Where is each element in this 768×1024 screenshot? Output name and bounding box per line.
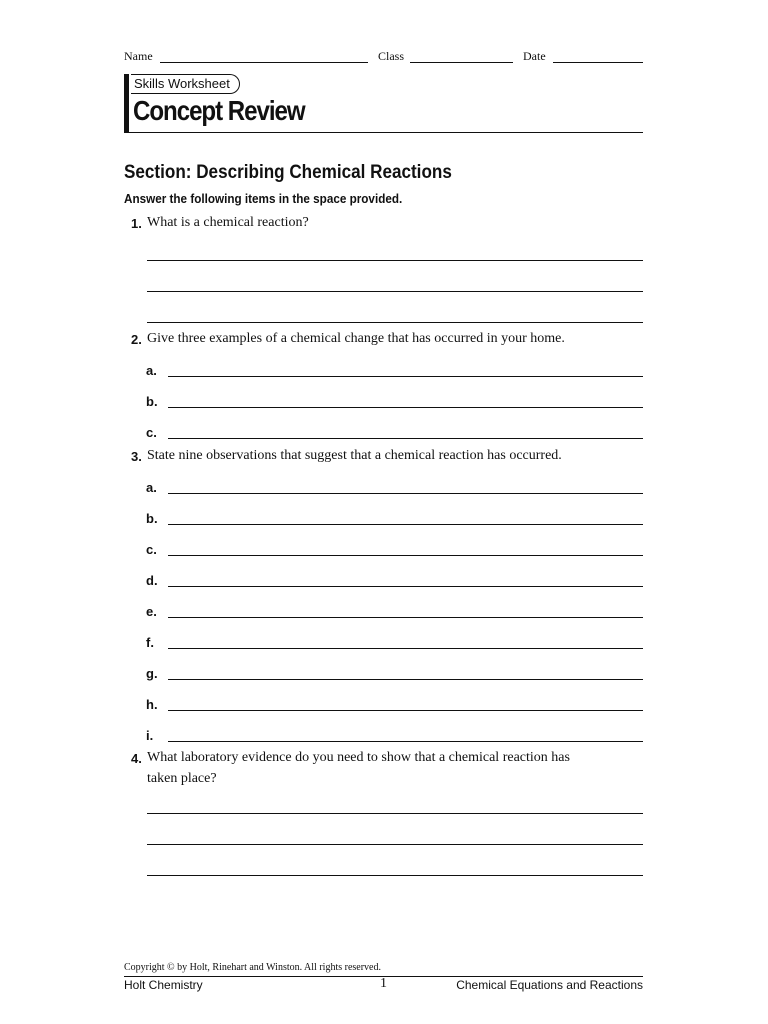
class-label: Class [378, 49, 405, 63]
title-bar-accent [124, 74, 129, 133]
answer-line[interactable] [168, 741, 643, 742]
answer-line[interactable] [147, 291, 643, 292]
answer-line[interactable] [168, 438, 643, 439]
question-2-text: Give three examples of a chemical change that has occurred in your home. [147, 331, 565, 346]
answer-line[interactable] [147, 260, 643, 261]
question-1-number: 1. [131, 216, 142, 231]
answer-line[interactable] [147, 813, 643, 814]
footer-book-title: Holt Chemistry [124, 978, 203, 992]
title-rule [129, 132, 643, 133]
section-title: Section: Describing Chemical Reactions [124, 162, 452, 183]
answer-line[interactable] [147, 875, 643, 876]
question-3-text: State nine observations that suggest that a chemical reaction has occurred. [147, 448, 562, 463]
name-field[interactable] [160, 62, 368, 63]
page-title: Concept Review [133, 95, 305, 126]
answer-line[interactable] [168, 555, 643, 556]
answer-line[interactable] [168, 586, 643, 587]
answer-line[interactable] [168, 617, 643, 618]
name-label: Name [124, 49, 153, 63]
class-field[interactable] [410, 62, 513, 63]
answer-line[interactable] [168, 648, 643, 649]
item-label: a. [146, 363, 157, 378]
answer-line[interactable] [168, 376, 643, 377]
item-label: a. [146, 480, 157, 495]
question-2-number: 2. [131, 332, 142, 347]
answer-line[interactable] [168, 524, 643, 525]
answer-line[interactable] [168, 407, 643, 408]
item-label: c. [146, 425, 157, 440]
item-label: g. [146, 666, 158, 681]
skills-worksheet-tab: Skills Worksheet [131, 74, 240, 94]
item-label: c. [146, 542, 157, 557]
footer-chapter-title: Chemical Equations and Reactions [456, 978, 643, 992]
answer-line[interactable] [168, 493, 643, 494]
question-4-text-line-2: taken place? [147, 771, 217, 786]
item-label: f. [146, 635, 154, 650]
item-label: d. [146, 573, 158, 588]
page-number: 1 [380, 976, 387, 991]
answer-line[interactable] [168, 679, 643, 680]
instructions: Answer the following items in the space provided. [124, 191, 403, 206]
item-label: i. [146, 728, 154, 743]
question-4-text-line-1: What laboratory evidence do you need to show that a chemical reaction has [147, 750, 570, 765]
answer-line[interactable] [147, 322, 643, 323]
item-label: b. [146, 394, 158, 409]
item-label: b. [146, 511, 158, 526]
copyright-notice: Copyright © by Holt, Rinehart and Winston. All rights reserved. [124, 962, 381, 973]
item-label: h. [146, 697, 158, 712]
question-1-text: What is a chemical reaction? [147, 215, 309, 230]
answer-line[interactable] [168, 710, 643, 711]
date-label: Date [523, 49, 546, 63]
question-3-number: 3. [131, 449, 142, 464]
date-field[interactable] [553, 62, 643, 63]
answer-line[interactable] [147, 844, 643, 845]
question-4-number: 4. [131, 751, 142, 766]
item-label: e. [146, 604, 157, 619]
